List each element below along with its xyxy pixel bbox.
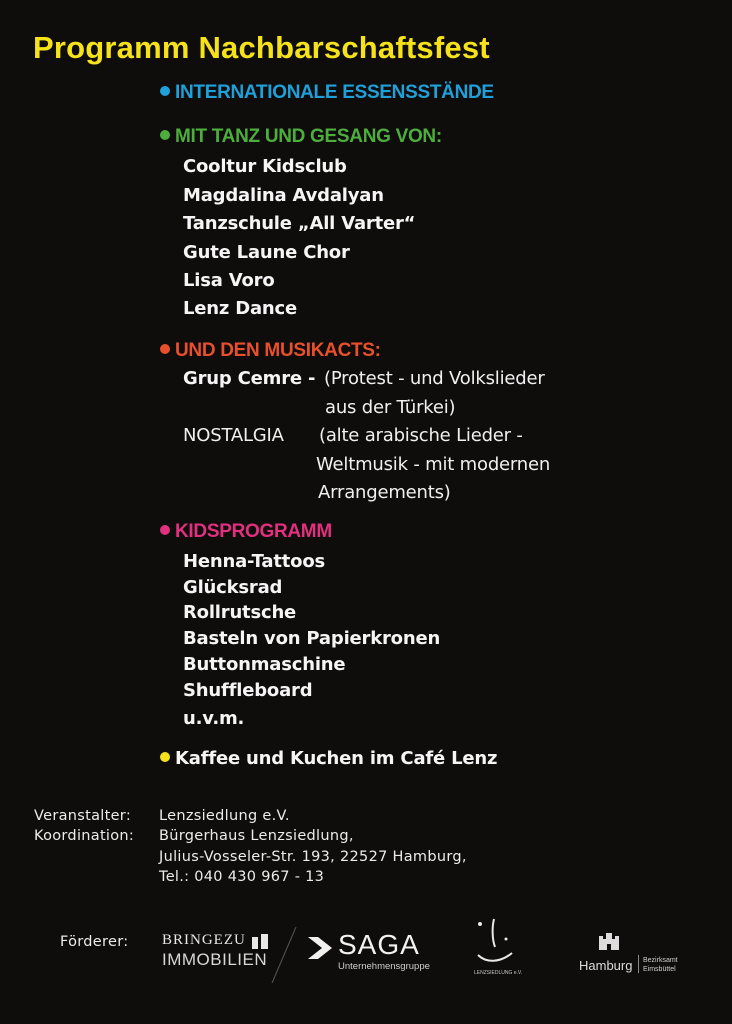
heading-dance (160, 126, 442, 148)
music-act-name: NOSTALGIA (183, 425, 284, 446)
saga-chevron-icon (306, 935, 334, 961)
heading-dance-label: MIT TANZ UND GESANG VON: (175, 126, 442, 147)
kids-item: Rollrutsche (183, 602, 297, 623)
music-act-desc: (alte arabische Lieder - (319, 425, 523, 446)
organizer-value: Lenzsiedlung e.V. (159, 808, 290, 824)
saga-logo-sub: Unternehmensgruppe (338, 961, 430, 972)
dance-item: Gute Laune Chor (183, 242, 350, 263)
coordination-line: Tel.: 040 430 967 - 13 (159, 869, 325, 885)
kids-item: Shuffleboard (183, 680, 313, 701)
kids-item: u.v.m. (183, 708, 245, 729)
heading-music (160, 340, 381, 362)
dance-item: Cooltur Kidsclub (183, 156, 347, 177)
organizer-label: Veranstalter: (34, 808, 132, 824)
lenzsiedlung-logo-icon (470, 915, 520, 967)
heading-cafe-label: Kaffee und Kuchen im Café Lenz (175, 748, 498, 769)
hamburg-logo-sub (643, 956, 678, 974)
kids-item: Buttonmaschine (183, 654, 346, 675)
bullet-dot (160, 344, 170, 354)
bullet-dot (160, 130, 170, 140)
music-act-desc: Weltmusik - mit modernen (316, 454, 551, 475)
music-act-name: Grup Cemre - (183, 368, 316, 389)
heading-kids-label: KIDSPROGRAMM (175, 521, 332, 542)
kids-item: Glücksrad (183, 577, 283, 598)
divider-line (268, 925, 298, 985)
dance-item: Lenz Dance (183, 298, 298, 319)
music-act-desc: aus der Türkei) (325, 397, 456, 418)
music-act-desc: (Protest - und Volkslieder (324, 368, 545, 389)
bringezu-logo-bottom: IMMOBILIEN (162, 950, 268, 969)
heading-kids (160, 521, 332, 543)
kids-item: Henna-Tattoos (183, 551, 326, 572)
coordination-line: Bürgerhaus Lenzsiedlung, (159, 828, 354, 844)
dance-item: Tanzschule „All Varter“ (183, 213, 416, 234)
heading-food-label: INTERNATIONALE ESSENSSTÄNDE (175, 82, 494, 103)
hamburg-logo-sub2: Eimsbüttel (643, 966, 676, 973)
lenzsiedlung-logo-caption: LENZSIEDLUNG e.V. (474, 970, 523, 976)
bullet-dot (160, 752, 170, 762)
coordination-label: Koordination: (34, 828, 135, 844)
heading-music-label: UND DEN MUSIKACTS: (175, 340, 381, 361)
heading-cafe (160, 748, 497, 769)
sponsor-label: Förderer: (60, 934, 129, 950)
heading-food (160, 82, 494, 104)
hamburg-logo-divider (638, 955, 639, 973)
hamburg-logo-name: Hamburg (579, 958, 633, 973)
bullet-dot (160, 86, 170, 96)
saga-logo-name: SAGA (338, 929, 420, 960)
page-title: Programm Nachbarschaftsfest (33, 30, 490, 65)
saga-logo (338, 930, 430, 972)
dance-item: Lisa Voro (183, 270, 275, 291)
dance-item: Magdalina Avdalyan (183, 185, 384, 206)
bullet-dot (160, 525, 170, 535)
hamburg-castle-icon (596, 930, 622, 952)
kids-item: Basteln von Papierkronen (183, 628, 441, 649)
bringezu-logo-top: BRINGEZU (162, 932, 246, 948)
coordination-line: Julius-Vosseler-Str. 193, 22527 Hamburg, (159, 849, 467, 865)
music-act-desc: Arrangements) (318, 482, 451, 503)
hamburg-logo-sub1: Bezirksamt (643, 957, 678, 964)
